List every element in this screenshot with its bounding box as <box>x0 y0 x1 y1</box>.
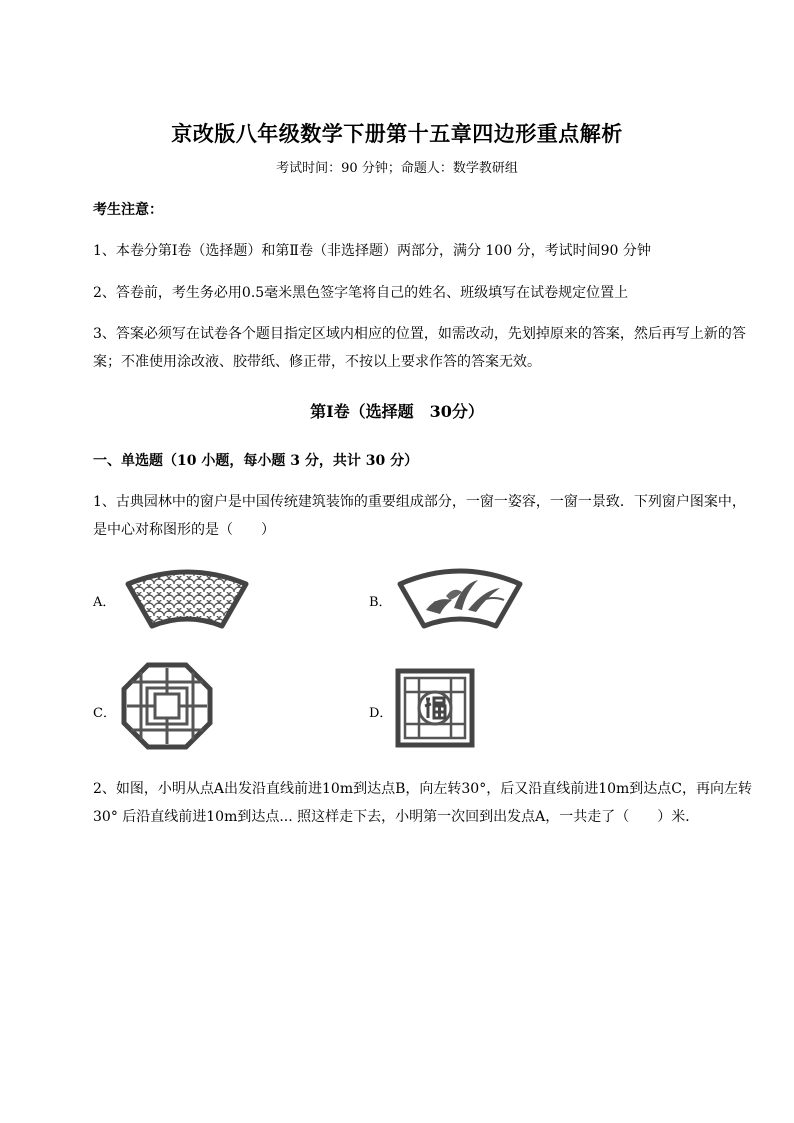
fan-window-orchid-pattern-icon <box>396 566 524 632</box>
square-fu-character-window-icon <box>395 668 475 748</box>
question-2-text: 2、如图，小明从点A出发沿直线前进10m到达点B，向左转30°，后又沿直线前进10m到达点C，再向左转30° 后沿直线前进10m到达点... 照这样走下去，小明第一次回到出发点A，一共走了（ ）米． <box>93 781 753 825</box>
option-c-label[interactable]: C． <box>93 706 116 721</box>
option-b-label[interactable]: B． <box>369 595 392 610</box>
option-a-label[interactable]: A． <box>93 595 116 610</box>
note-item-3: 3、答案必须写在试卷各个题目指定区域内相应的位置，如需改动，先划掉原来的答案，然后再写上新的答案；不准使用涂改液、胶带纸、修正带，不按以上要求作答的答案无效。 <box>93 326 746 370</box>
notes-heading: 考生注意： <box>93 202 163 218</box>
option-d-label[interactable]: D． <box>369 706 393 721</box>
octagon-lattice-window-icon <box>121 662 213 750</box>
note-item-2: 2、答卷前，考生务必用0.5毫米黑色签字笔将自己的姓名、班级填写在试卷规定位置上 <box>93 285 629 301</box>
section-title: 第Ⅰ卷（选择题 30分） <box>310 402 484 421</box>
part-heading: 一、单选题（10 小题，每小题 3 分，共计 30 分） <box>93 453 419 469</box>
page-title: 京改版八年级数学下册第十五章四边形重点解析 <box>171 121 623 146</box>
question-1-text: 1、古典园林中的窗户是中国传统建筑装饰的重要组成部分，一窗一姿容，一窗一景致．下列窗户图案中，是中心对称图形的是（ ） <box>93 494 746 538</box>
note-item-1: 1、本卷分第Ⅰ卷（选择题）和第Ⅱ卷（非选择题）两部分，满分 100 分，考试时间90 分钟 <box>93 243 651 259</box>
exam-info: 考试时间：90 分钟；命题人：数学教研组 <box>276 161 518 176</box>
fan-window-scale-pattern-icon <box>124 568 250 632</box>
